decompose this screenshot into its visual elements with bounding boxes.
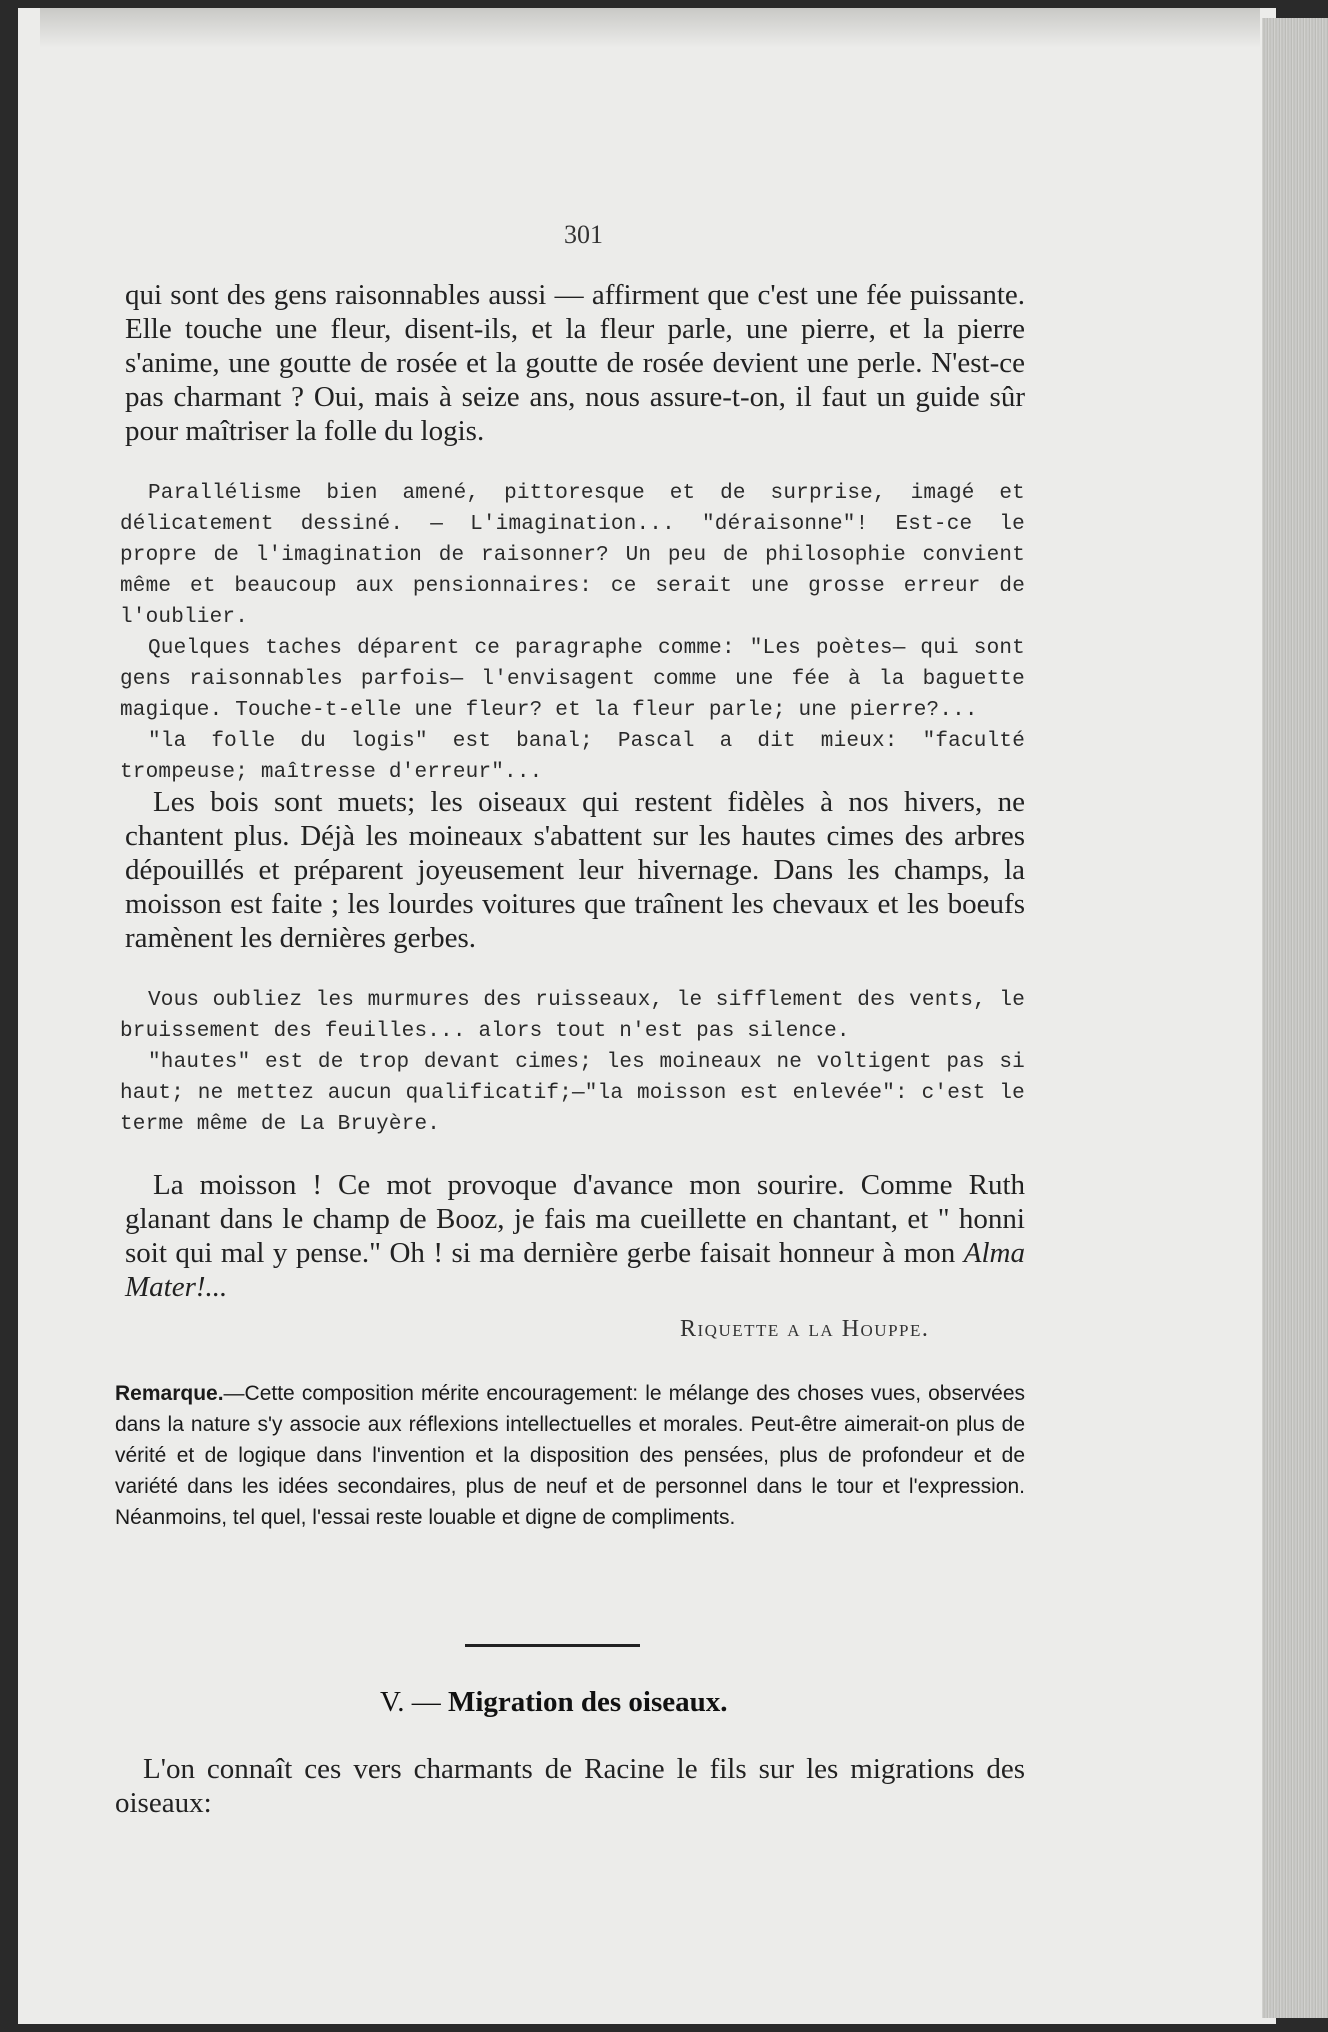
remark-label: Remarque.: [115, 1382, 224, 1405]
paragraph-harvest-text: La moisson ! Ce mot provoque d'avance mon sourire. Comme Ruth glanant dans le champ de Booz, je fais ma cueillette en chantant, et " honni soit qui mal y pense." Oh ! si ma dernière gerbe faisait honneur à mon: [125, 1169, 1025, 1269]
remark-block: [115, 1378, 1025, 1533]
critique-paragraph: Vous oubliez les murmures des ruisseaux, le sifflement des vents, le bruissement des feuilles... alors tout n'est pas silence.: [120, 989, 1025, 1043]
paragraph-text: qui sont des gens raisonnables aussi — affirment que c'est une fée puissante. Elle touche une fleur, disent-ils, et la fleur parle, une pierre, et la pierre s'anime, une goutte de rosée et la goutte de rosée devient une perle. N'est-ce pas charmant ? Oui, mais à seize ans, nous assure-t-on, il faut un guide sûr pour maîtriser la folle du logis.: [125, 279, 1025, 447]
section-number: V. —: [380, 1686, 448, 1718]
section-heading: [380, 1686, 728, 1719]
alma-mater-italic: Alma Mater!...: [125, 1237, 1025, 1303]
critique-paragraph: Parallélisme bien amené, pittoresque et de surprise, imagé et délicatement dessiné. — L'imagination... "déraisonne"! Est-ce le propre de l'imagination de raisonner? Un peu de philosophie convient même et beaucoup aux pensionnaires: ce serait une grosse erreur de l'oublier.: [120, 482, 1025, 629]
author-signature: Riquette a la Houppe.: [680, 1316, 930, 1342]
page-edge: [1262, 18, 1328, 2018]
paragraph-text: Les bois sont muets; les oiseaux qui restent fidèles à nos hivers, ne chantent plus. Déjà les moineaux s'abattent sur les hautes cimes des arbres dépouillés et préparent joyeusement leur hivernage. Dans les champs, la moisson est faite ; les lourdes voitures que traînent les chevaux et les boeufs ramènent les dernières gerbes.: [125, 786, 1025, 954]
critique-block-1: [120, 478, 1025, 788]
page-top-shadow: [40, 8, 1260, 48]
remark-text: —Cette composition mérite encouragement: le mélange des choses vues, observées dans la nature s'y associe aux réflexions intellectuelles et morales. Peut-être aimerait-on plus de vérité et de logique dans l'invention et la disposition des pensées, plus de profondeur et de variété dans les idées secondaires, plus de neuf et de personnel dans le tour et l'expression. Néanmoins, tel quel, l'essai reste louable et digne de compliments.: [115, 1382, 1025, 1529]
critique-paragraph: "la folle du logis" est banal; Pascal a dit mieux: "faculté trompeuse; maîtresse d'erreur"...: [120, 730, 1025, 784]
paragraph-woods: [125, 785, 1025, 955]
section-divider: [465, 1644, 640, 1647]
paragraph-text: L'on connaît ces vers charmants de Racine le fils sur les migrations des oiseaux:: [115, 1753, 1025, 1819]
section-title: Migration des oiseaux.: [447, 1686, 728, 1718]
page-number: 301: [564, 220, 603, 249]
critique-paragraph: Quelques taches déparent ce paragraphe comme: "Les poètes— qui sont gens raisonnables parfois— l'envisagent comme une fée à la baguette magique. Touche-t-elle une fleur? et la fleur parle; une pierre?...: [120, 637, 1025, 722]
critique-block-2: [120, 985, 1025, 1140]
paragraph-harvest: [125, 1168, 1025, 1304]
critique-paragraph: "hautes" est de trop devant cimes; les moineaux ne voltigent pas si haut; ne mettez aucun qualificatif;—"la moisson est enlevée": c'est le terme même de La Bruyère.: [120, 1051, 1025, 1136]
paragraph-opening: [125, 278, 1025, 448]
paragraph-text: [125, 1168, 1025, 1304]
remark-paragraph: [115, 1378, 1025, 1533]
paragraph-migration: [115, 1752, 1025, 1820]
